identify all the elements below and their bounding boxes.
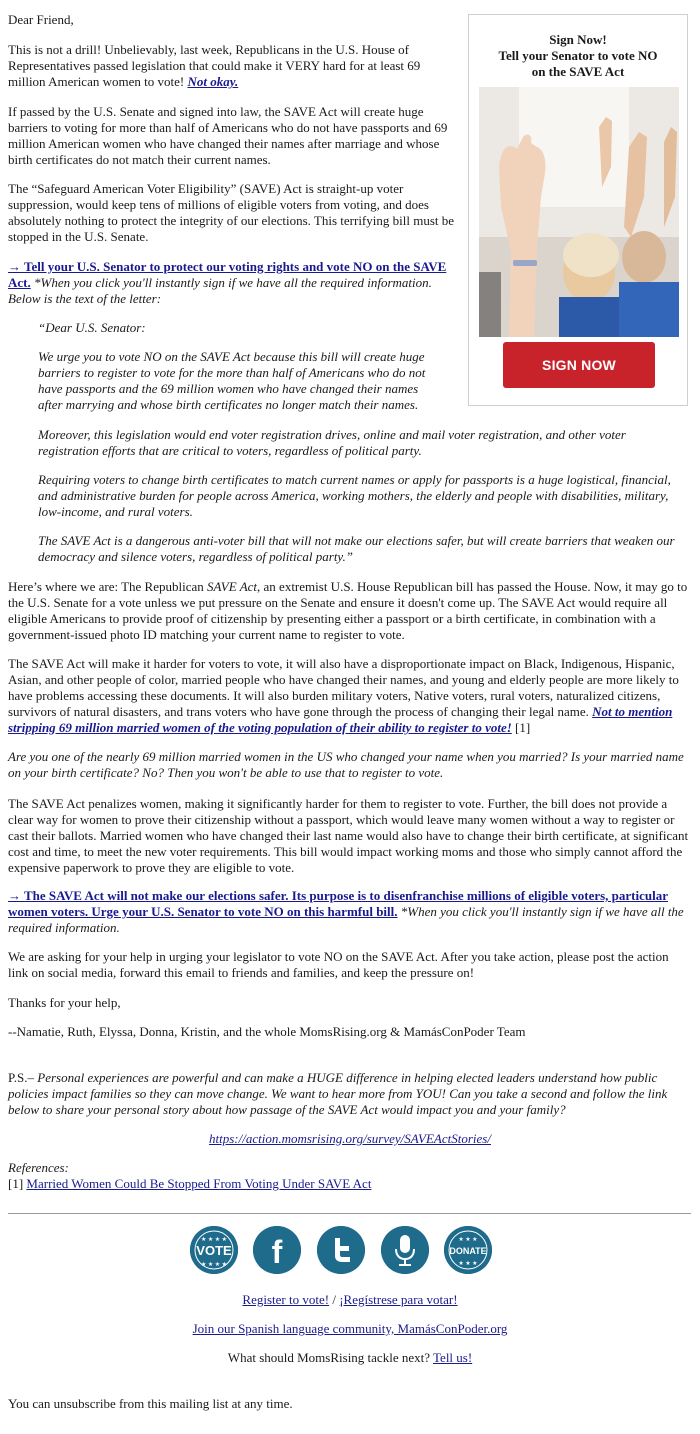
svg-text:f: f <box>271 1234 283 1270</box>
sign-now-heading: Sign Now! <box>549 32 607 47</box>
cta-paragraph-1: → Tell your U.S. Senator to protect our voting rights and vote NO on the SAVE Act. *When you click you'll instantly sign if we have all the required information. Below is the text of the letter: <box>8 259 447 306</box>
letter-paragraph-2: Moreover, this legislation would end voter registration drives, online and mail voter registration, and other voter registration efforts that are critical to voters, regardless of political party. <box>38 427 626 458</box>
sign-now-button[interactable]: SIGN NOW <box>503 342 655 388</box>
letter-paragraph-4: The SAVE Act is a dangerous anti-voter bill that will not make our elections safer, but will create barriers that weaken our democracy and silence voters, regardless of political party.” <box>38 533 675 564</box>
letter-salutation: “Dear U.S. Senator: <box>38 320 146 335</box>
raised-hands-illustration <box>479 87 679 337</box>
spanish-community-link[interactable]: Join our Spanish language community, MamásConPoder.org <box>192 1321 508 1336</box>
spanish-community-line <box>0 1321 700 1337</box>
footer-divider <box>8 1213 691 1214</box>
thanks-line: Thanks for your help, <box>8 995 121 1010</box>
intro-paragraph: This is not a drill! Unbelievably, last week, Republicans in the U.S. House of Representatives passed legislation that could make it VERY hard for at least 69 million American women to vote! Not okay. <box>8 42 421 89</box>
sign-now-box <box>468 14 688 406</box>
tackle-next-line: What should MomsRising tackle next? Tell us! <box>227 1350 473 1365</box>
letter-paragraph-3: Requiring voters to change birth certificates to match current names or apply for passports is a huge logistical, financial, and administrative burden for people across America, working mothers, the elderly and people with disabilities, military, low-income, and rural voters. <box>38 472 671 519</box>
register-line: Register to vote! / ¡Regístrese para votar! <box>242 1292 458 1307</box>
impact-paragraph: The SAVE Act will make it harder for voters to vote, it will also have a disproportionate impact on Black, Indigenous, Hispanic, Asian, and other people of color, married people who have changed their names, and young and elderly people are more likely to have problems accessing these documents. It will also burden military voters, Native voters, rural voters, naturalized citizens, survivors of natural disasters, and trans voters who have gone through the process of changing their legal name. Not to mention stripping 69 million married women of the voting population of their ability to register to vote! [1] <box>8 656 679 735</box>
facebook-icon[interactable] <box>253 1226 301 1274</box>
ps-paragraph: P.S.– Personal experiences are powerful and can make a HUGE difference in helping elected leaders understand how public policies impact families so they can move change. We want to hear more from YOU! Can you take a second and follow the link below to share your personal story about how passage of the SAVE Act would impact you and your family? <box>8 1070 668 1117</box>
donate-icon[interactable] <box>444 1226 492 1274</box>
svg-text:VOTE: VOTE <box>196 1243 232 1258</box>
not-to-mention-link[interactable]: Not to mention stripping 69 million married women of the voting population of their ability to register to vote! <box>8 704 673 735</box>
svg-text:★ ★ ★ ★: ★ ★ ★ ★ <box>200 1262 228 1268</box>
urge-senator-link[interactable]: → The SAVE Act will not make our elections safer. Its purpose is to disenfranchise millions of eligible voters, particular women voters. Urge your U.S. Senator to vote NO on this harmful bill. <box>8 888 668 919</box>
asking-help-paragraph: We are asking for your help in urging your legislator to vote NO on the SAVE Act. After you take action, please post the action link on social media, forward this email to friends and families, and keep the pressure on! <box>8 949 669 980</box>
letter-paragraph-1: We urge you to vote NO on the SAVE Act because this bill will create huge barriers to register to vote for the more than half of Americans who do not have passports and the 69 million women who have changed their names after marrying and whose birth certificates no longer match their names. <box>38 349 426 412</box>
survey-link[interactable]: https://action.momsrising.org/survey/SAVEActStories/ <box>209 1131 491 1146</box>
cta-paragraph-2: → The SAVE Act will not make our elections safer. Its purpose is to disenfranchise millions of eligible voters, particular women voters. Urge your U.S. Senator to vote NO on this harmful bill. *When you click you'll instantly sign if we have all the required information. <box>8 888 684 935</box>
unsubscribe-line: You can unsubscribe from this mailing list at any time. <box>8 1396 293 1411</box>
twitter-icon[interactable] <box>317 1226 365 1274</box>
tell-senator-link[interactable]: → Tell your U.S. Senator to protect our voting rights and vote NO on the SAVE Act. <box>8 259 447 290</box>
svg-text:★ ★ ★: ★ ★ ★ <box>458 1237 478 1243</box>
raised-hands-photo <box>479 87 679 337</box>
greeting: Dear Friend, <box>8 12 74 27</box>
where-we-are-paragraph: Here’s where we are: The Republican SAVE Act, an extremist U.S. House Republican bill has passed the House. Now, it may go to the U.S. Senate for a vote unless we put pressure on the Senate and ensure it doesn't come up. The SAVE Act would require all eligible Americans to provide proof of citizenship by presenting either a passport or a birth certificate, in combination with a government-issued photo ID matching your current name to register to vote. <box>8 579 688 642</box>
not-okay-link[interactable]: Not okay. <box>187 74 239 89</box>
svg-text:DONATE: DONATE <box>449 1246 487 1256</box>
registrese-link[interactable]: ¡Regístrese para votar! <box>339 1292 458 1307</box>
sign-now-subheading-2: on the SAVE Act <box>531 64 625 79</box>
register-to-vote-link[interactable]: Register to vote! <box>242 1292 330 1307</box>
survey-link-line <box>0 1131 700 1147</box>
svg-text:★ ★ ★ ★: ★ ★ ★ ★ <box>200 1237 228 1243</box>
references-label: References: <box>8 1160 69 1175</box>
vote-icon[interactable] <box>190 1226 238 1274</box>
save-act-paragraph: The “Safeguard American Voter Eligibility” (SAVE) Act is straight-up voter suppression, would keep tens of millions of eligible voters from voting, and does absolutely nothing to protect the integrity of our elections. This terrifying bill must be stopped in the U.S. Senate. <box>8 181 455 244</box>
penalizes-women-paragraph: The SAVE Act penalizes women, making it significantly harder for them to register to vote. Further, the bill does not provide a clear way for women to prove their citizenship without a passport, which would leave many women without a way to register or cast their ballots. Married women who have changed their last name would also have to change their birth certificate, at significant cost and time, to meet the new voter requirements. This bill would impact working moms and those who simply cannot afford the expensive paperwork to prove they are eligible to vote. <box>8 796 689 875</box>
barriers-paragraph: If passed by the U.S. Senate and signed into law, the SAVE Act will create huge barriers to voting for more than half of Americans who do not have passports and 69 million American women who have changed their names after marriage and whose birth certificates do not match their current names. <box>8 104 448 167</box>
sign-now-subheading-1: Tell your Senator to vote NO <box>498 48 658 63</box>
svg-text:★ ★ ★: ★ ★ ★ <box>458 1261 478 1267</box>
tell-us-link[interactable]: Tell us! <box>433 1350 473 1365</box>
signoff-line: --Namatie, Ruth, Elyssa, Donna, Kristin, and the whole MomsRising.org & MamásConPoder Team <box>8 1024 526 1039</box>
married-women-question: Are you one of the nearly 69 million married women in the US who changed your name when you married? Is your married name on your birth certificate? No? Then you won't be able to use that to register to vote. <box>8 749 684 780</box>
reference-1: [1] Married Women Could Be Stopped From Voting Under SAVE Act <box>8 1176 372 1191</box>
reference-1-link[interactable]: Married Women Could Be Stopped From Voting Under SAVE Act <box>26 1176 372 1191</box>
podcast-microphone-icon[interactable] <box>381 1226 429 1274</box>
